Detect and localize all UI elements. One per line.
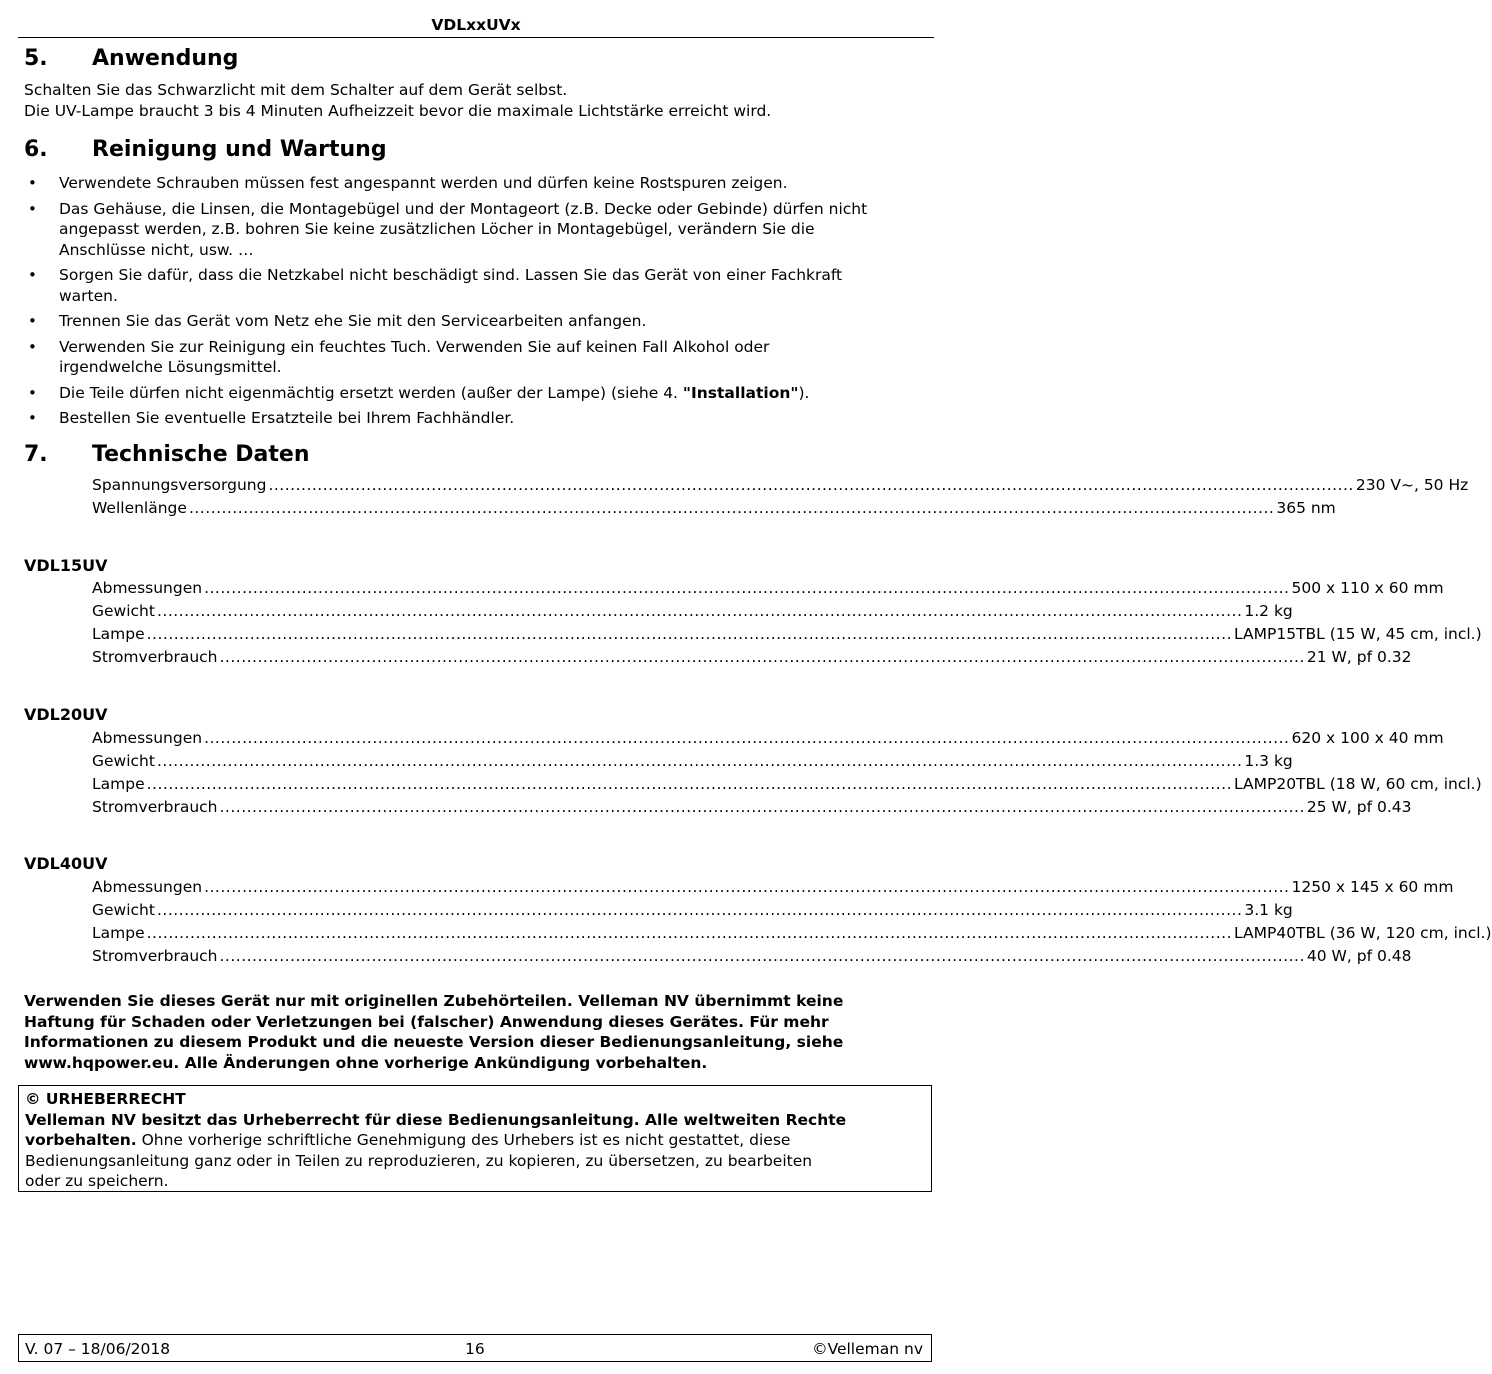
spec-value: 1250 x 145 x 60 mm — [1291, 878, 1454, 896]
spec-row — [92, 600, 1293, 623]
copyright-box — [18, 1085, 932, 1192]
spec-row — [92, 773, 1482, 796]
usage-notice — [24, 991, 929, 1073]
dot-leader: ........................................................................................................................................................................................................ — [219, 648, 1305, 666]
paragraph-line: Die UV-Lampe braucht 3 bis 4 Minuten Aufheizzeit bevor die maximale Lichtstärke erreicht wird. — [24, 101, 772, 120]
list-item — [24, 383, 924, 404]
copyright-text — [25, 1089, 925, 1192]
list-item-line: Verwendete Schrauben müssen fest angespannt werden und dürfen keine Rostspuren zeigen. — [59, 174, 788, 192]
list-item — [24, 408, 924, 429]
section-number: 5. — [24, 46, 48, 71]
copyright-line — [25, 1130, 925, 1151]
spec-label: Gewicht — [92, 602, 155, 620]
spec-row — [92, 899, 1293, 922]
bullet-icon: • — [28, 174, 37, 192]
list-item — [24, 265, 924, 306]
list-item-line: angepasst werden, z.B. bohren Sie keine zusätzlichen Löcher in Montagebügel, verändern Sie die — [59, 220, 815, 238]
list-item-line: irgendwelche Lösungsmittel. — [59, 358, 282, 376]
spec-row — [92, 945, 1412, 968]
dot-leader: ........................................................................................................................................................................................................ — [204, 878, 1290, 896]
copyright-line: Bedienungsanleitung ganz oder in Teilen zu reproduzieren, zu kopieren, zu übersetzen, zu bearbeiten — [25, 1151, 813, 1170]
section-number: 6. — [24, 137, 48, 162]
dot-leader: ........................................................................................................................................................................................................ — [146, 924, 1233, 942]
bullet-icon: • — [28, 312, 37, 330]
dot-leader: ........................................................................................................................................................................................................ — [146, 775, 1233, 793]
bullet-icon: • — [28, 383, 37, 402]
spec-label: Stromverbrauch — [92, 648, 218, 666]
list-item-line: Anschlüsse nicht, usw. … — [59, 240, 254, 259]
bullet-icon: • — [28, 266, 37, 284]
notice-line: Informationen zu diesem Produkt und die neueste Version dieser Bedienungsanleitung, siehe — [24, 1033, 844, 1051]
spec-value: 620 x 100 x 40 mm — [1291, 729, 1444, 747]
dot-leader: ........................................................................................................................................................................................................ — [146, 625, 1233, 643]
dot-leader: ........................................................................................................................................................................................................ — [219, 947, 1305, 965]
bullet-icon: • — [28, 199, 37, 218]
installation-reference: "Installation" — [682, 383, 799, 402]
list-item-text: ). — [798, 383, 810, 402]
spec-label: Abmessungen — [92, 729, 203, 747]
list-item — [24, 173, 924, 194]
model-specs — [92, 727, 1482, 819]
dot-leader: ........................................................................................................................................................................................................ — [156, 602, 1243, 620]
spec-row — [92, 623, 1482, 646]
section-title: Technische Daten — [92, 442, 310, 467]
spec-label: Lampe — [92, 924, 145, 942]
spec-value: 365 nm — [1276, 499, 1336, 517]
spec-label: Abmessungen — [92, 878, 203, 896]
dot-leader: ........................................................................................................................................................................................................ — [268, 476, 1354, 494]
spec-row — [92, 577, 1444, 600]
header-title: VDLxxUVx — [431, 16, 521, 34]
footer-copyright: ©Velleman nv — [812, 1340, 923, 1358]
spec-row — [92, 727, 1444, 750]
notice-line: Haftung für Schaden oder Verletzungen bei (falscher) Anwendung dieses Gerätes. Für mehr — [24, 1012, 829, 1031]
spec-label: Gewicht — [92, 752, 155, 770]
bullet-icon: • — [28, 337, 37, 356]
model-specs — [92, 876, 1492, 968]
section-title: Reinigung und Wartung — [92, 137, 387, 162]
spec-label: Lampe — [92, 625, 145, 643]
copyright-bold-text: vorbehalten. — [25, 1131, 137, 1149]
list-item-line: warten. — [59, 286, 118, 305]
spec-row — [92, 796, 1412, 819]
notice-line: www.hqpower.eu. Alle Änderungen ohne vorherige Ankündigung vorbehalten. — [24, 1053, 708, 1072]
list-item — [24, 337, 924, 378]
spec-label: Wellenlänge — [92, 499, 187, 517]
spec-value: 230 V~, 50 Hz — [1355, 476, 1469, 494]
section-title: Anwendung — [92, 46, 239, 71]
dot-leader: ........................................................................................................................................................................................................ — [204, 729, 1290, 747]
list-item-line — [59, 383, 924, 404]
page-number: 16 — [465, 1340, 485, 1358]
list-item-line: Trennen Sie das Gerät vom Netz ehe Sie mit den Servicearbeiten anfangen. — [59, 312, 647, 330]
spec-row — [92, 922, 1492, 945]
maintenance-bullet-list — [24, 173, 924, 429]
dot-leader: ........................................................................................................................................................................................................ — [156, 901, 1243, 919]
dot-leader: ........................................................................................................................................................................................................ — [204, 579, 1290, 597]
dot-leader: ........................................................................................................................................................................................................ — [219, 798, 1305, 816]
list-item-line: Das Gehäuse, die Linsen, die Montagebügel und der Montageort (z.B. Decke oder Gebinde) dürfen nicht — [59, 199, 868, 218]
spec-label: Abmessungen — [92, 579, 203, 597]
spec-value: LAMP40TBL (36 W, 120 cm, incl.) — [1234, 924, 1492, 942]
model-heading: VDL15UV — [24, 556, 108, 575]
bullet-icon: • — [28, 409, 37, 427]
section-number: 7. — [24, 442, 48, 467]
dot-leader: ........................................................................................................................................................................................................ — [156, 752, 1243, 770]
spec-row — [92, 474, 1469, 497]
spec-value: LAMP20TBL (18 W, 60 cm, incl.) — [1234, 775, 1482, 793]
spec-row — [92, 497, 1336, 520]
spec-value: 40 W, pf 0.48 — [1306, 947, 1412, 965]
notice-line: Verwenden Sie dieses Gerät nur mit originellen Zubehörteilen. Velleman NV übernimmt keine — [24, 992, 844, 1010]
general-specs — [92, 474, 1469, 520]
list-item — [24, 199, 924, 261]
list-item — [24, 311, 924, 332]
paragraph-line: Schalten Sie das Schwarzlicht mit dem Schalter auf dem Gerät selbst. — [24, 81, 568, 99]
dot-leader: ........................................................................................................................................................................................................ — [188, 499, 1275, 517]
model-heading: VDL20UV — [24, 705, 108, 724]
copyright-heading: © URHEBERRECHT — [25, 1090, 186, 1108]
list-item-line: Sorgen Sie dafür, dass die Netzkabel nicht beschädigt sind. Lassen Sie das Gerät von einer Fachkraft — [59, 266, 843, 284]
spec-value: LAMP15TBL (15 W, 45 cm, incl.) — [1234, 625, 1482, 643]
version-date: V. 07 – 18/06/2018 — [25, 1340, 171, 1358]
spec-value: 1.3 kg — [1244, 752, 1293, 770]
spec-label: Gewicht — [92, 901, 155, 919]
spec-label: Spannungsversorgung — [92, 476, 267, 494]
copyright-line: Velleman NV besitzt das Urheberrecht für diese Bedienungsanleitung. Alle weltweiten Rechte — [25, 1110, 847, 1129]
section-5-text — [24, 80, 924, 121]
spec-label: Stromverbrauch — [92, 947, 218, 965]
page-header — [18, 14, 934, 38]
list-item-line: Bestellen Sie eventuelle Ersatzteile bei Ihrem Fachhändler. — [59, 409, 515, 427]
spec-value: 500 x 110 x 60 mm — [1291, 579, 1444, 597]
spec-value: 25 W, pf 0.43 — [1306, 798, 1412, 816]
spec-value: 1.2 kg — [1244, 602, 1293, 620]
spec-value: 21 W, pf 0.32 — [1306, 648, 1412, 666]
spec-row — [92, 646, 1412, 669]
spec-row — [92, 876, 1454, 899]
model-specs — [92, 577, 1482, 669]
model-heading: VDL40UV — [24, 854, 108, 873]
list-item-line: Verwenden Sie zur Reinigung ein feuchtes Tuch. Verwenden Sie auf keinen Fall Alkohol oder — [59, 337, 770, 356]
spec-row — [92, 750, 1293, 773]
spec-label: Lampe — [92, 775, 145, 793]
copyright-line: oder zu speichern. — [25, 1172, 169, 1190]
copyright-text-rest: Ohne vorherige schriftliche Genehmigung des Urhebers ist es nicht gestattet, diese — [136, 1131, 791, 1149]
page-footer — [18, 1334, 932, 1362]
spec-value: 3.1 kg — [1244, 901, 1293, 919]
list-item-text: Die Teile dürfen nicht eigenmächtig ersetzt werden (außer der Lampe) (siehe 4. — [59, 383, 683, 402]
spec-label: Stromverbrauch — [92, 798, 218, 816]
